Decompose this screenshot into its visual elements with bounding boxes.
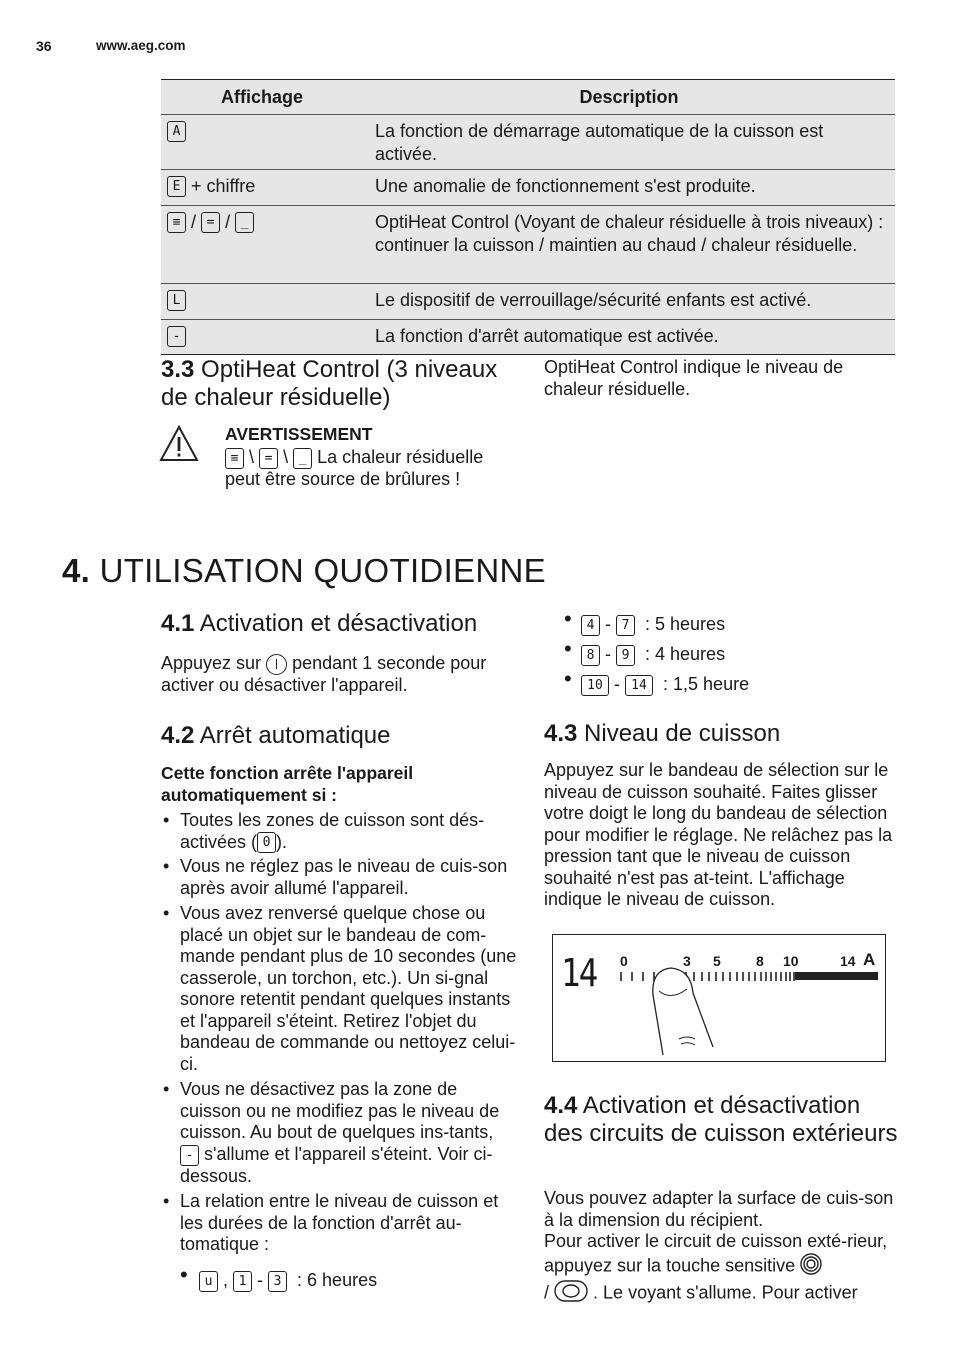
- chapter-4-title: 4. UTILISATION QUOTIDIENNE: [62, 552, 546, 589]
- display-3-icon: 3: [268, 1271, 287, 1292]
- header-display: Affichage: [220, 86, 303, 107]
- heat-level-high-icon: ≡: [167, 212, 186, 233]
- display-zero-icon: 0: [257, 832, 276, 853]
- display-digit-icon: 14: [625, 675, 653, 696]
- warning-block: AVERTISSEMENT ≡ \ = \ _ La chaleur résiduelle peut être source de brûlures !: [225, 424, 520, 490]
- table-row: [161, 115, 895, 170]
- list-item: • Toutes les zones de cuisson sont dés-activées ( 0 ).: [161, 810, 517, 853]
- section-3-3-text: OptiHeat Control indique le niveau de chaleur résiduelle.: [544, 357, 844, 399]
- display-digit-icon: 4: [581, 615, 600, 636]
- row-extra: + chiffre: [191, 175, 256, 196]
- duration-item: • u , 1 - 3 : 6 heures: [161, 1269, 521, 1299]
- duration-item: • 8 - 9 : 4 heures: [545, 643, 895, 673]
- heat-level-high-icon: ≡: [225, 448, 244, 469]
- display-digit-icon: 8: [581, 645, 600, 666]
- display-dash-icon: -: [167, 326, 186, 347]
- section-4-3-text: Appuyez sur le bandeau de sélection sur le niveau de cuisson souhaité. Faites glisser votre doigt le long du bandeau de sélection pour modifier le réglage. Ne relâchez pas la pression tant que le niveau de cuisson souhaité n'est pas at-teint. L'affichage indique le niveau de cuisson.: [544, 760, 893, 909]
- heat-level-low-icon: _: [235, 212, 254, 233]
- display-digit-icon: 9: [616, 645, 635, 666]
- header-description: Description: [579, 86, 679, 107]
- table-header: [161, 80, 895, 115]
- page-number: 36: [36, 38, 52, 54]
- auto-off-list: [161, 810, 517, 1260]
- row-desc: La fonction de démarrage automatique de la cuisson est activée.: [375, 121, 824, 164]
- outer-circuit-sensor-icon: [800, 1253, 822, 1281]
- list-item: • Vous ne réglez pas le niveau de cuis-son après avoir allumé l'appareil.: [161, 856, 517, 899]
- website-url[interactable]: www.aeg.com: [96, 38, 186, 53]
- section-4-4-heading: 4.4 Activation et désactivation des circuits de cuisson extérieurs: [544, 1092, 898, 1147]
- table-row: [161, 320, 895, 355]
- display-l-icon: L: [167, 290, 186, 311]
- duration-item: • 4 - 7 : 5 heures: [545, 613, 895, 643]
- list-item: • Vous ne désactivez pas la zone de cuisson ou ne modifiez pas le niveau de cuisson. Au bout de quelques ins-tants, - s'allume et l'appareil s'éteint. Voir ci-dessous.: [161, 1079, 517, 1187]
- row-desc: Le dispositif de verrouillage/sécurité enfants est activé.: [375, 290, 812, 310]
- row-desc: Une anomalie de fonctionnement s'est produite.: [375, 176, 756, 196]
- table-row: [161, 170, 895, 206]
- section-4-2-intro: Cette fonction arrête l'appareil automatiquement si :: [161, 763, 414, 805]
- section-3-3-heading: 3.3 OptiHeat Control (3 niveaux de chaleur résiduelle): [161, 356, 498, 411]
- section-4-4-text: Vous pouvez adapter la surface de cuis-son à la dimension du récipient. Pour activer le circuit de cuisson exté-rieur, appuyez sur la touche sensitive / . Le voyant s'allume. Pour activer: [544, 1188, 894, 1308]
- table-row: ≡ / = / _ OptiHeat Control (Voyant de chaleur résiduelle à trois niveaux) : continuer la cuisson / maintien au chaud / chaleur résiduelle.: [161, 206, 895, 284]
- section-4-3-heading: 4.3 Niveau de cuisson: [544, 720, 781, 747]
- heat-level-mid-icon: =: [259, 448, 278, 469]
- display-1-icon: 1: [233, 1271, 252, 1292]
- power-icon: [266, 654, 287, 675]
- table-row: [161, 284, 895, 320]
- heat-level-low-icon: _: [293, 448, 312, 469]
- display-digit-icon: 7: [616, 615, 635, 636]
- heat-level-mid-icon: =: [201, 212, 220, 233]
- list-item: • Vous avez renversé quelque chose ou placé un objet sur le bandeau de com-mande pendant plus de 10 secondes (une casserole, un torchon, etc.). Un si-gnal sonore retentit pendant quelques instants et l'appareil s'éteint. Retirez l'objet du bandeau de commande ou nettoyez celui-ci.: [161, 903, 517, 1075]
- power-level-illustration: 14 0 3 5 8 10 14 A: [552, 934, 886, 1062]
- warning-title: AVERTISSEMENT: [225, 424, 373, 444]
- section-4-2-heading: 4.2 Arrêt automatique: [161, 722, 391, 749]
- level-display: 14: [561, 951, 597, 995]
- display-a-icon: A: [167, 121, 186, 142]
- display-dash-icon: -: [180, 1145, 199, 1166]
- warning-text: La chaleur résiduelle peut être source de brûlures !: [225, 447, 484, 489]
- section-4-1-heading: 4.1 Activation et désactivation: [161, 610, 478, 637]
- display-table: [161, 79, 895, 355]
- slider-finger-icon: [553, 935, 885, 1061]
- row-desc: La fonction d'arrêt automatique est activée.: [375, 326, 719, 346]
- row-desc: OptiHeat Control (Voyant de chaleur résiduelle à trois niveaux) : continuer la cuisson / maintien au chaud / chaleur résiduelle.: [375, 212, 884, 255]
- oval-circuit-sensor-icon: [554, 1280, 588, 1308]
- display-e-icon: E: [167, 176, 186, 197]
- duration-list: [545, 613, 895, 703]
- duration-item: • 10 - 14 : 1,5 heure: [545, 673, 895, 703]
- display-u-icon: u: [199, 1271, 218, 1292]
- warning-triangle-icon: [158, 424, 200, 469]
- display-digit-icon: 10: [581, 675, 609, 696]
- section-4-1-text: Appuyez sur pendant 1 seconde pour activer ou désactiver l'appareil.: [161, 653, 487, 695]
- list-item: • La relation entre le niveau de cuisson et les durées de la fonction d'arrêt au-tomatique :: [161, 1191, 517, 1256]
